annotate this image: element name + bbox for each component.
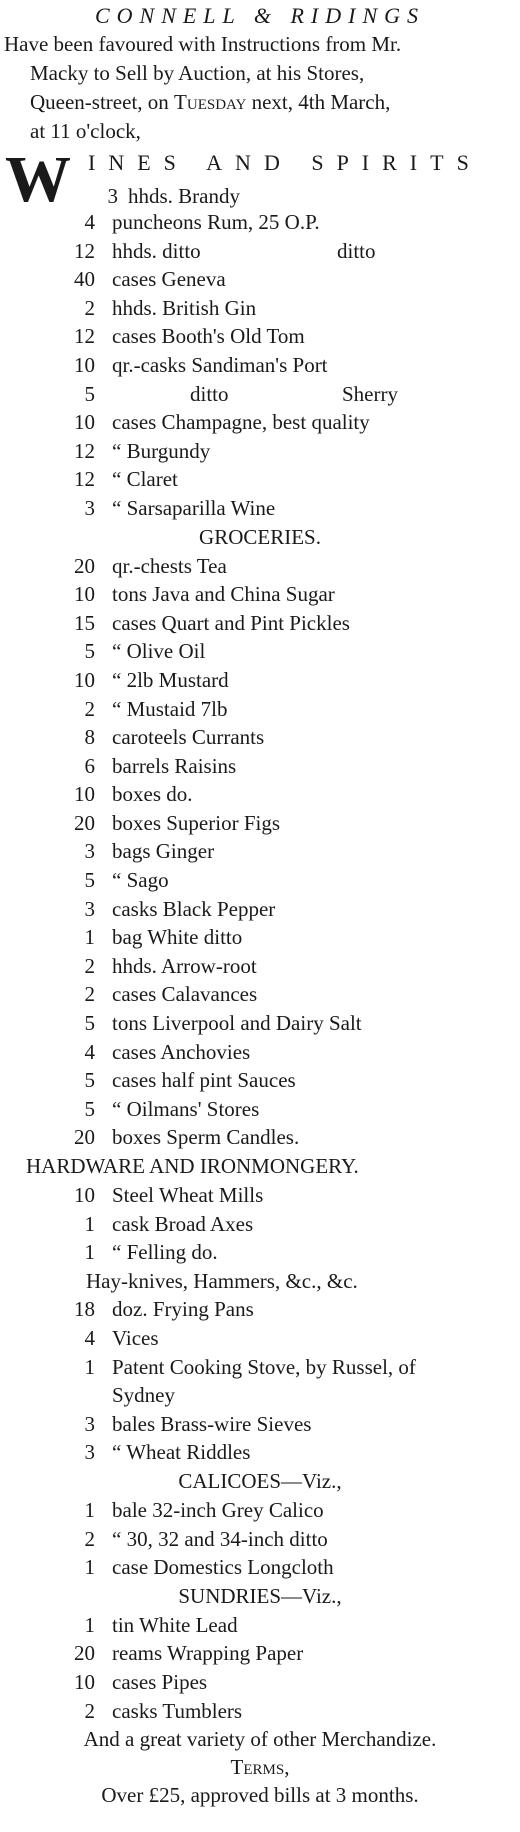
hardware-list bbox=[0, 1181, 520, 1267]
item-quantity: 10 bbox=[74, 410, 95, 435]
item-quantity: 2 bbox=[84, 295, 95, 320]
item-description: qr.-casks Sandiman's Port bbox=[112, 352, 328, 377]
calicoes-list bbox=[0, 1496, 520, 1582]
item-description: reams Wrapping Paper bbox=[112, 1641, 304, 1666]
list-item bbox=[0, 1238, 520, 1267]
item-description: barrels Raisins bbox=[112, 753, 237, 778]
item-description: “ Felling do. bbox=[112, 1240, 218, 1265]
item-quantity: 20 bbox=[74, 1125, 95, 1150]
item-description: hhds. ditto bbox=[112, 238, 201, 263]
hardware-list bbox=[0, 1295, 520, 1381]
item-quantity: 40 bbox=[74, 267, 95, 292]
item-quantity: 10 bbox=[74, 352, 95, 377]
item-quantity: 5 bbox=[84, 381, 95, 406]
item-description: hhds. British Gin bbox=[112, 295, 257, 320]
item-description: tons Java and China Sugar bbox=[112, 582, 335, 607]
intro-line: Have been favoured with Instructions from Mr. bbox=[4, 32, 402, 56]
item-description: boxes Superior Figs bbox=[112, 810, 280, 835]
item-description: boxes Sperm Candles. bbox=[112, 1125, 300, 1150]
item-description: “ Sago bbox=[112, 868, 169, 893]
list-item bbox=[0, 351, 520, 380]
item-description: cases Pipes bbox=[112, 1669, 208, 1694]
item-description: qr.-chests Tea bbox=[112, 553, 227, 578]
item-description: cases Geneva bbox=[112, 267, 226, 292]
sundries-list bbox=[0, 1611, 520, 1725]
item-quantity: 1 bbox=[84, 1211, 95, 1236]
item-quantity: 1 bbox=[84, 1354, 95, 1379]
list-item bbox=[0, 1697, 520, 1726]
list-item bbox=[0, 237, 520, 266]
item-description: bale 32-inch Grey Calico bbox=[112, 1497, 324, 1522]
item-description: boxes do. bbox=[112, 782, 193, 807]
item-quantity: 2 bbox=[84, 1526, 95, 1551]
item-quantity: 3 bbox=[107, 184, 118, 208]
item-description: hhds. Brandy bbox=[128, 184, 240, 208]
item-description: Sydney bbox=[112, 1383, 175, 1408]
section-title: CALICOES—Viz., bbox=[178, 1468, 342, 1493]
hardware-list bbox=[0, 1410, 520, 1467]
item-description: “ 2lb Mustard bbox=[112, 667, 229, 692]
list-item bbox=[0, 1210, 520, 1239]
list-item bbox=[0, 265, 520, 294]
item-second-column: Sherry bbox=[342, 381, 398, 406]
list-item bbox=[0, 752, 520, 781]
item-quantity: 12 bbox=[74, 467, 95, 492]
list-item bbox=[0, 1438, 520, 1467]
drop-cap: W bbox=[5, 143, 71, 216]
item-quantity: 2 bbox=[84, 953, 95, 978]
item-quantity: 4 bbox=[84, 210, 95, 234]
item-ditto: ditto bbox=[190, 381, 229, 406]
list-item bbox=[0, 1639, 520, 1668]
item-quantity: 6 bbox=[84, 753, 95, 778]
list-item bbox=[0, 1095, 520, 1124]
list-item bbox=[0, 322, 520, 351]
item-description: tons Liverpool and Dairy Salt bbox=[112, 1011, 362, 1036]
terms-label: Terms, bbox=[230, 1755, 290, 1780]
wines-list bbox=[0, 208, 520, 523]
item-description: doz. Frying Pans bbox=[112, 1297, 254, 1322]
item-quantity: 2 bbox=[84, 1698, 95, 1723]
item-quantity: 4 bbox=[84, 1325, 95, 1350]
item-description: cask Broad Axes bbox=[112, 1211, 254, 1236]
item-description: case Domestics Longcloth bbox=[112, 1555, 334, 1580]
list-item bbox=[0, 1038, 520, 1067]
item-quantity: 10 bbox=[74, 782, 95, 807]
item-quantity: 4 bbox=[84, 1039, 95, 1064]
list-item bbox=[0, 666, 520, 695]
list-item bbox=[0, 580, 520, 609]
item-description: “ Mustaid 7lb bbox=[112, 696, 228, 721]
intro-line: at 11 o'clock, bbox=[30, 119, 141, 143]
item-description: cases Champagne, best quality bbox=[112, 410, 370, 435]
item-quantity: 3 bbox=[84, 495, 95, 520]
item-description: tin White Lead bbox=[112, 1612, 238, 1637]
item-quantity: 5 bbox=[84, 1011, 95, 1036]
section-title: SUNDRIES—Viz., bbox=[178, 1583, 342, 1608]
list-item bbox=[0, 780, 520, 809]
item-description: “ Burgundy bbox=[112, 438, 211, 463]
item-quantity: 20 bbox=[74, 810, 95, 835]
item-description: cases Quart and Pint Pickles bbox=[112, 610, 350, 635]
list-item bbox=[0, 465, 520, 494]
item-quantity: 12 bbox=[74, 438, 95, 463]
item-quantity: 1 bbox=[84, 925, 95, 950]
list-item bbox=[0, 1410, 520, 1439]
item-quantity: 2 bbox=[84, 982, 95, 1007]
item-quantity: 2 bbox=[84, 696, 95, 721]
item-quantity: 10 bbox=[74, 1183, 95, 1207]
intro-paragraph bbox=[0, 30, 520, 146]
list-item bbox=[0, 866, 520, 895]
item-quantity: 5 bbox=[84, 1068, 95, 1093]
list-item bbox=[0, 952, 520, 981]
item-description: hhds. Arrow-root bbox=[112, 953, 257, 978]
intro-text: next, 4th March, bbox=[251, 90, 391, 114]
list-item bbox=[0, 723, 520, 752]
item-description: “ Claret bbox=[112, 467, 178, 492]
item-quantity: 5 bbox=[84, 639, 95, 664]
item-description: “ Wheat Riddles bbox=[112, 1440, 251, 1465]
item-quantity: 10 bbox=[74, 1669, 95, 1694]
firm-name: CONNELL & RIDINGS bbox=[94, 3, 426, 28]
list-item bbox=[0, 1553, 520, 1582]
item-quantity: 1 bbox=[84, 1497, 95, 1522]
list-item bbox=[0, 980, 520, 1009]
list-item bbox=[0, 1611, 520, 1640]
list-item bbox=[0, 437, 520, 466]
list-item bbox=[0, 494, 520, 523]
list-item-continuation bbox=[0, 1381, 520, 1410]
groceries-list bbox=[0, 552, 520, 1152]
item-quantity: 20 bbox=[74, 1641, 95, 1666]
list-item bbox=[0, 809, 520, 838]
item-description: “ 30, 32 and 34-inch ditto bbox=[112, 1526, 328, 1551]
list-item bbox=[0, 609, 520, 638]
item-description: caroteels Currants bbox=[112, 725, 265, 750]
item-description: cases Booth's Old Tom bbox=[112, 324, 305, 349]
auction-day: Tuesday bbox=[174, 90, 247, 114]
terms-text: Over £25, approved bills at 3 months. bbox=[101, 1783, 419, 1808]
list-item bbox=[0, 1123, 520, 1152]
item-description: puncheons Rum, 25 O.P. bbox=[112, 210, 320, 234]
list-item bbox=[0, 1295, 520, 1324]
item-quantity: 10 bbox=[74, 582, 95, 607]
item-quantity: 1 bbox=[84, 1612, 95, 1637]
list-item bbox=[0, 408, 520, 437]
item-quantity: 1 bbox=[84, 1555, 95, 1580]
list-item bbox=[0, 1181, 520, 1210]
list-item bbox=[0, 294, 520, 323]
item-quantity: 3 bbox=[84, 1440, 95, 1465]
wines-heading-text: INES AND SPIRITS bbox=[88, 150, 482, 175]
item-quantity: 12 bbox=[74, 238, 95, 263]
item-description: bag White ditto bbox=[112, 925, 243, 950]
list-item bbox=[0, 1066, 520, 1095]
item-quantity: 3 bbox=[84, 896, 95, 921]
item-description: Vices bbox=[112, 1325, 159, 1350]
item-description: casks Black Pepper bbox=[112, 896, 276, 921]
list-item bbox=[0, 1496, 520, 1525]
item-quantity: 8 bbox=[84, 725, 95, 750]
item-description: bales Brass-wire Sieves bbox=[112, 1411, 312, 1436]
item-description: Steel Wheat Mills bbox=[112, 1183, 264, 1207]
list-item: Hay-knives, Hammers, &c., &c. bbox=[86, 1268, 358, 1293]
list-item bbox=[0, 1668, 520, 1697]
list-item bbox=[0, 208, 520, 237]
list-item bbox=[0, 552, 520, 581]
list-item bbox=[0, 1525, 520, 1554]
item-quantity: 1 bbox=[84, 1240, 95, 1265]
item-quantity: 12 bbox=[74, 324, 95, 349]
list-item bbox=[0, 695, 520, 724]
item-description: cases half pint Sauces bbox=[112, 1068, 296, 1093]
item-description: “ Olive Oil bbox=[112, 639, 206, 664]
list-item bbox=[0, 637, 520, 666]
item-description: bags Ginger bbox=[112, 839, 215, 864]
list-item bbox=[0, 380, 520, 409]
item-quantity: 5 bbox=[84, 1096, 95, 1121]
item-description: casks Tumblers bbox=[112, 1698, 243, 1723]
item-second-column: ditto bbox=[337, 238, 376, 263]
item-quantity: 5 bbox=[84, 868, 95, 893]
list-item bbox=[0, 182, 520, 208]
section-title: GROCERIES. bbox=[199, 524, 321, 549]
list-item bbox=[0, 895, 520, 924]
list-item bbox=[0, 1324, 520, 1353]
item-quantity: 3 bbox=[84, 839, 95, 864]
item-quantity: 10 bbox=[74, 667, 95, 692]
item-quantity: 15 bbox=[74, 610, 95, 635]
item-description: “ Sarsaparilla Wine bbox=[112, 495, 276, 520]
item-description: Patent Cooking Stove, by Russel, of bbox=[112, 1354, 416, 1379]
intro-line bbox=[0, 88, 514, 117]
intro-text: Queen-street, on bbox=[30, 90, 169, 114]
item-quantity: 3 bbox=[84, 1411, 95, 1436]
list-item bbox=[0, 837, 520, 866]
list-item bbox=[0, 1353, 520, 1382]
list-item bbox=[0, 923, 520, 952]
list-item bbox=[0, 1009, 520, 1038]
section-title: HARDWARE AND IRONMONGERY. bbox=[26, 1154, 359, 1178]
closing-line: And a great variety of other Merchandize. bbox=[83, 1727, 437, 1752]
item-description: cases Anchovies bbox=[112, 1039, 251, 1064]
item-quantity: 20 bbox=[74, 553, 95, 578]
item-description: cases Calavances bbox=[112, 982, 258, 1007]
item-quantity: 18 bbox=[74, 1297, 95, 1322]
item-description: “ Oilmans' Stores bbox=[112, 1096, 260, 1121]
intro-line: Macky to Sell by Auction, at his Stores, bbox=[30, 61, 365, 85]
